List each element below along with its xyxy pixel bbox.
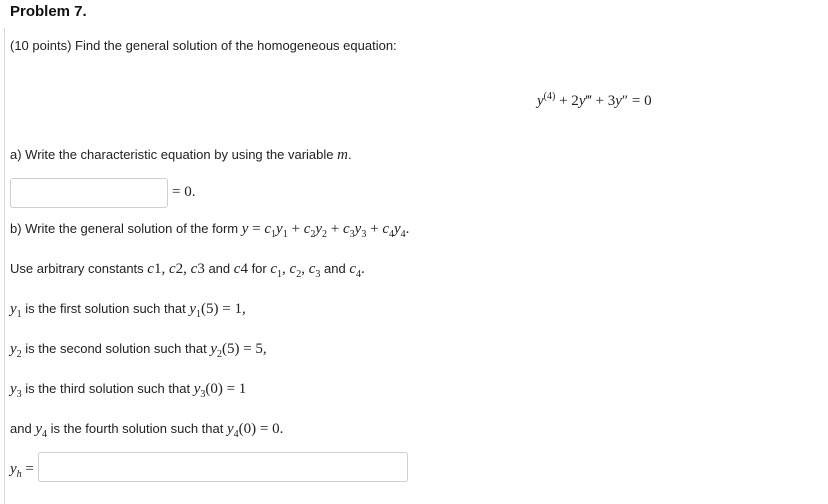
constants-and-1: and	[208, 261, 231, 276]
condition-y2: $y_2$ is the second solution such that $y_2(5) = 5$,	[10, 341, 267, 360]
characteristic-equation-input[interactable]	[10, 178, 168, 208]
characteristic-rhs: = 0.	[172, 184, 196, 200]
problem-prompt: (10 points) Find the general solution of the homogeneous equation:	[10, 38, 397, 53]
condition-y1: $y_1$ is the first solution such that $y_1(5) = 1$,	[10, 301, 246, 320]
general-solution-input[interactable]	[38, 452, 408, 482]
condition-y3-text: is the third solution such that	[25, 381, 191, 396]
condition-y1-text: is the first solution such that	[25, 301, 186, 316]
variable-m: m	[337, 147, 348, 163]
condition-y4-prefix: and	[10, 421, 32, 436]
differential-equation: $y^{(4)}$ + 2y‴ + 3y″ = 0	[537, 91, 652, 109]
constant-symbols: $c_1$, $c_2$, $c_3$	[270, 261, 321, 280]
constants-and-2: and	[324, 261, 346, 276]
general-solution-form: $y = c_1y_1 + c_2y_2 + c_3y_3 + c_4y_4$.	[241, 221, 410, 240]
part-a-text: a) Write the characteristic equation by using the variable	[10, 147, 334, 162]
part-b-text: b) Write the general solution of the form	[10, 221, 239, 236]
content-frame-line	[4, 28, 5, 504]
part-b-instruction	[10, 221, 409, 240]
constants-instruction: Use arbitrary constants c1, c2, c3 and c4 for $c_1$, $c_2$, $c_3$ and $c_4$.	[10, 261, 365, 280]
condition-y4-text: is the fourth solution such that	[50, 421, 224, 436]
problem-title: Problem 7.	[10, 3, 87, 20]
constant-last-symbol: $c_4$.	[349, 261, 365, 280]
general-solution-label: $y_h$ =	[10, 461, 34, 480]
part-a-instruction: a) Write the characteristic equation by using the variable m.	[10, 147, 352, 163]
constants-prefix: Use arbitrary constants	[10, 261, 144, 276]
constant-names: c	[147, 261, 154, 277]
condition-y3: $y_3$ is the third solution such that $y_3(0) = 1$	[10, 381, 247, 400]
condition-y2-text: is the second solution such that	[25, 341, 207, 356]
condition-y4: and $y_4$ is the fourth solution such that $y_4(0) = 0$.	[10, 421, 284, 440]
constants-for: for	[251, 261, 267, 276]
